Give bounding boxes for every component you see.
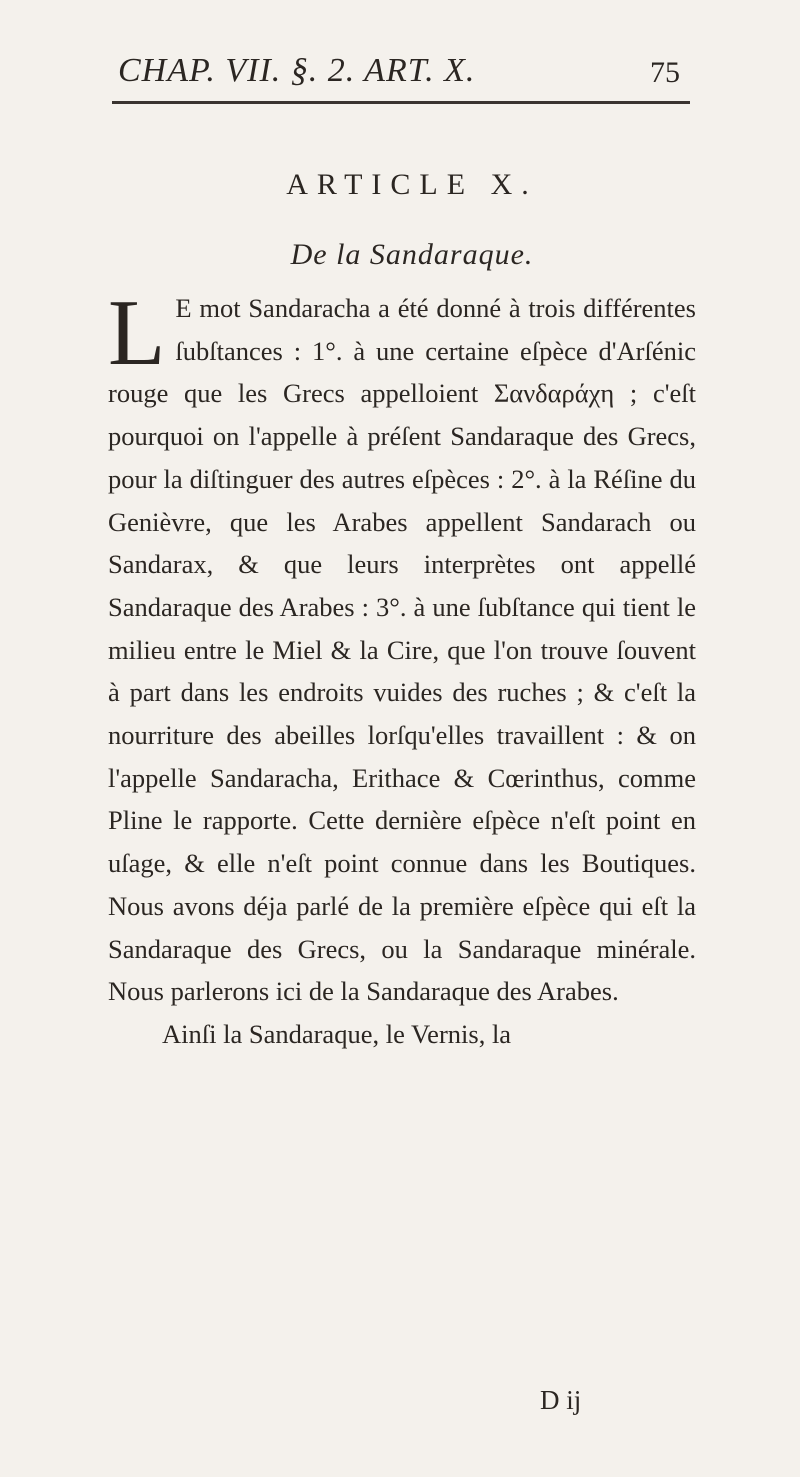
page-number: 75 xyxy=(650,56,680,89)
article-subtitle: De la Sandaraque. xyxy=(290,238,534,271)
article-title: ARTICLE X. xyxy=(286,168,538,201)
drop-cap: L xyxy=(108,281,166,385)
page-header xyxy=(118,52,678,100)
signature-mark: D ij xyxy=(540,1385,582,1415)
running-head: CHAP. VII. §. 2. ART. X. xyxy=(118,52,476,89)
paragraph-1-text: E mot Sandaracha a été donné à trois différentes ſubſtances : 1°. à une certaine eſpèce d'Arſénic rouge que les Grecs appelloient Σανδαράχη ; c'eſt pourquoi on l'appelle à préſent Sandaraque des Grecs, pour la diſtinguer des autres eſpèces : 2°. à la Réſine du Genièvre, que les Arabes appellent Sandarach ou Sandarax, & que leurs interprètes ont appellé Sandaraque des Arabes : 3°. à une ſubſtance qui tient le milieu entre le Miel & la Cire, que l'on trouve ſouvent à part dans les endroits vuides des ruches ; & c'eſt la nourriture des abeilles lorſqu'elles travaillent : & on l'appelle Sandaracha, Erithace & Cœrinthus, comme Pline le rapporte. Cette dernière eſpèce n'eſt point en uſage, & elle n'eſt point connue dans les Boutiques. Nous avons déja parlé de la première eſpèce qui eſt la Sandaraque des Grecs, ou la Sandaraque minérale. Nous parlerons ici de la Sandaraque des Arabes. xyxy=(108,293,696,1007)
paragraph-2: Ainſi la Sandaraque, le Vernis, la xyxy=(162,1018,512,1049)
paragraph-1 xyxy=(108,281,696,1013)
header-rule xyxy=(112,101,690,104)
body-text xyxy=(108,281,696,1056)
